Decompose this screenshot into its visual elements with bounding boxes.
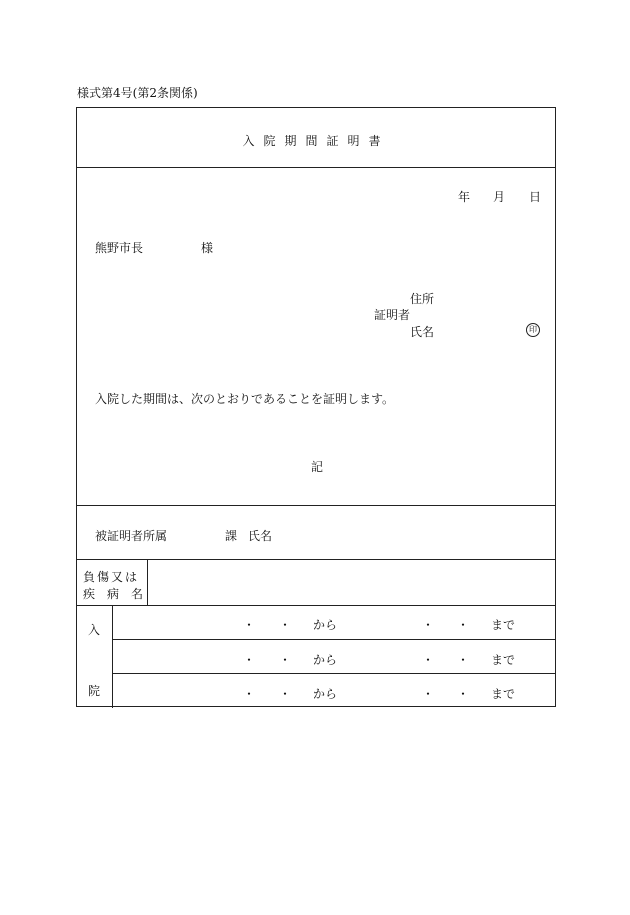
- document-title: 入院期間証明書: [242, 134, 390, 148]
- injury-label-line1: 負傷又は: [83, 570, 140, 584]
- seal-mark: 印: [526, 323, 540, 337]
- date-year-label: 年: [458, 190, 471, 204]
- divider: [112, 639, 555, 640]
- until-label: まで: [491, 618, 516, 632]
- start-date-separator: ・: [243, 653, 256, 667]
- certifier-address-label: 住所: [410, 292, 435, 306]
- divider: [147, 559, 148, 605]
- from-label: から: [313, 687, 338, 701]
- divider: [77, 559, 555, 560]
- until-label: まで: [491, 687, 516, 701]
- end-date-separator: ・: [422, 653, 435, 667]
- date-month-label: 月: [493, 190, 506, 204]
- certification-statement: 入院した期間は、次のとおりであることを証明します。: [95, 392, 395, 406]
- start-date-separator: ・: [279, 653, 292, 667]
- addressee-honorific: 様: [201, 241, 214, 255]
- subject-name-label: 氏名: [248, 529, 273, 543]
- end-date-separator: ・: [422, 687, 435, 701]
- form-code: 様式第4号(第2条関係): [77, 86, 198, 100]
- until-label: まで: [491, 653, 516, 667]
- divider: [77, 605, 555, 606]
- end-date-separator: ・: [422, 618, 435, 632]
- end-date-separator: ・: [457, 653, 470, 667]
- admission-label-top: 入: [88, 623, 101, 637]
- from-label: から: [313, 618, 338, 632]
- addressee-name: 熊野市長: [95, 241, 144, 255]
- subject-section-label: 課: [225, 529, 238, 543]
- divider: [112, 673, 555, 674]
- certifier-name-label: 氏名: [410, 325, 435, 339]
- start-date-separator: ・: [279, 687, 292, 701]
- divider: [112, 605, 113, 708]
- start-date-separator: ・: [279, 618, 292, 632]
- end-date-separator: ・: [457, 618, 470, 632]
- certificate-form: [76, 107, 556, 707]
- certifier-label: 証明者: [374, 308, 411, 322]
- divider: [77, 167, 555, 168]
- date-day-label: 日: [529, 190, 542, 204]
- injury-label-line2: 疾 病 名: [83, 587, 144, 601]
- start-date-separator: ・: [243, 687, 256, 701]
- start-date-separator: ・: [243, 618, 256, 632]
- note-heading: 記: [311, 460, 324, 474]
- end-date-separator: ・: [457, 687, 470, 701]
- from-label: から: [313, 653, 338, 667]
- admission-label-bottom: 院: [88, 684, 101, 698]
- divider: [77, 505, 555, 506]
- subject-affiliation-label: 被証明者所属: [95, 529, 168, 543]
